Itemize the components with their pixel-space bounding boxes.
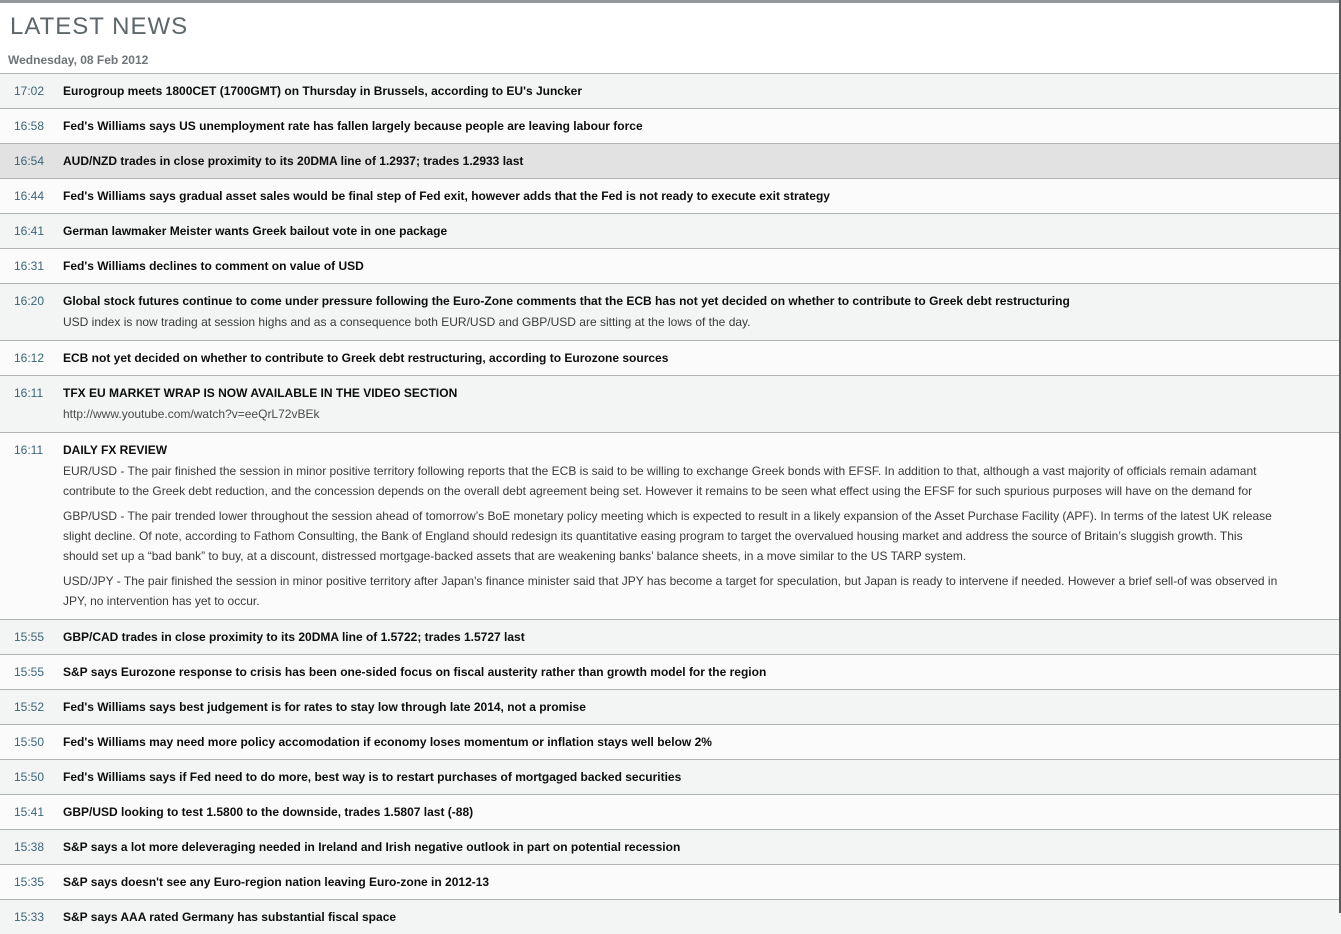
news-headline: Eurogroup meets 1800CET (1700GMT) on Thursday in Brussels, according to EU's Juncker xyxy=(63,84,582,98)
news-content xyxy=(63,910,1341,924)
news-detail-line: EUR/USD - The pair finished the session in minor positive territory following reports that the ECB is said to be willing to exchange Greek bonds with EFSF. In addition to that, although a vast majority of officials remain adamant xyxy=(63,464,1257,478)
news-detail-line: GBP/USD - The pair trended lower throughout the session ahead of tomorrow’s BoE monetary policy meeting which is expected to result in a likely expansion of the Asset Purchase Facility (APF). In terms of the latest UK release xyxy=(63,509,1272,523)
news-content xyxy=(63,84,1341,98)
news-row[interactable] xyxy=(0,73,1341,108)
news-content xyxy=(63,224,1341,238)
news-row[interactable] xyxy=(0,829,1341,864)
news-timestamp: 16:11 xyxy=(14,443,44,457)
news-headline: Fed's Williams says best judgement is for rates to stay low through late 2014, not a promise xyxy=(63,700,586,714)
news-headline: S&P says Eurozone response to crisis has been one-sided focus on fiscal austerity rather than growth model for the region xyxy=(63,665,767,679)
news-timestamp: 17:02 xyxy=(14,84,45,98)
news-row[interactable] xyxy=(0,143,1341,178)
news-row[interactable] xyxy=(0,340,1341,375)
news-detail-line: USD/JPY - The pair finished the session in minor positive territory after Japan's finance minister said that JPY has become a target for speculation, but Japan is ready to intervene if needed. However a brief sell-of was observed in xyxy=(63,574,1278,588)
news-timestamp: 16:31 xyxy=(14,259,45,273)
news-content xyxy=(63,770,1341,784)
news-headline: GBP/CAD trades in close proximity to its 20DMA line of 1.5722; trades 1.5727 last xyxy=(63,630,525,644)
news-headline: Fed's Williams says US unemployment rate has fallen largely because people are leaving labour force xyxy=(63,119,643,133)
news-content xyxy=(63,805,1341,819)
news-content xyxy=(63,630,1341,644)
news-timestamp: 15:33 xyxy=(14,910,45,924)
news-headline: S&P says a lot more deleveraging needed in Ireland and Irish negative outlook in part on potential recession xyxy=(63,840,681,854)
news-row[interactable] xyxy=(0,108,1341,143)
news-timestamp: 15:50 xyxy=(14,770,45,784)
news-timestamp: 15:35 xyxy=(14,875,45,889)
news-row[interactable] xyxy=(0,178,1341,213)
news-timestamp: 15:55 xyxy=(14,630,45,644)
news-content xyxy=(63,259,1341,273)
news-timestamp: 16:41 xyxy=(14,224,45,238)
news-timestamp: 16:20 xyxy=(14,294,45,308)
news-headline: GBP/USD looking to test 1.5800 to the downside, trades 1.5807 last (-88) xyxy=(63,805,474,819)
news-timestamp: 16:12 xyxy=(14,351,45,365)
news-detail-paragraph xyxy=(63,506,1341,566)
news-headline: German lawmaker Meister wants Greek bailout vote in one package xyxy=(63,224,448,238)
news-content xyxy=(63,154,1341,168)
news-headline: ECB not yet decided on whether to contribute to Greek debt restructuring, according to Eurozone sources xyxy=(63,351,669,365)
news-row[interactable] xyxy=(0,248,1341,283)
news-timestamp: 15:55 xyxy=(14,665,45,679)
news-timestamp: 16:54 xyxy=(14,154,45,168)
news-row[interactable] xyxy=(0,794,1341,829)
news-headline: Fed's Williams may need more policy accomodation if economy loses momentum or inflation stays well below 2% xyxy=(63,735,712,749)
news-timestamp: 16:58 xyxy=(14,119,45,133)
news-headline: Global stock futures continue to come under pressure following the Euro-Zone comments that the ECB has not yet decided on whether to contribute to Greek debt restructuring xyxy=(63,294,1070,308)
news-content xyxy=(63,443,1341,611)
news-content xyxy=(63,840,1341,854)
news-timestamp: 16:44 xyxy=(14,189,45,203)
news-headline: Fed's Williams says if Fed need to do more, best way is to restart purchases of mortgaged backed securities xyxy=(63,770,682,784)
news-content xyxy=(63,119,1341,133)
date-header: Wednesday, 08 Feb 2012 xyxy=(8,53,149,67)
news-row[interactable] xyxy=(0,759,1341,794)
news-content xyxy=(63,386,1341,424)
news-headline: S&P says doesn't see any Euro-region nation leaving Euro-zone in 2012-13 xyxy=(63,875,490,889)
news-content xyxy=(63,351,1341,365)
news-row[interactable] xyxy=(0,619,1341,654)
news-content xyxy=(63,294,1341,332)
news-row[interactable] xyxy=(0,375,1341,432)
news-row[interactable] xyxy=(0,432,1341,619)
news-headline: S&P says AAA rated Germany has substantial fiscal space xyxy=(63,910,397,924)
news-row[interactable] xyxy=(0,654,1341,689)
news-content xyxy=(63,735,1341,749)
news-timestamp: 15:41 xyxy=(14,805,45,819)
news-detail-paragraph xyxy=(63,312,1341,332)
news-detail-paragraph xyxy=(63,571,1341,611)
news-content xyxy=(63,665,1341,679)
news-detail-line: should set up a “bad bank” to buy, at a discount, distressed mortgage-backed assets that are weakening banks’ balance sheets, in a move similar to the US TARP system. xyxy=(63,549,967,563)
news-headline: Fed's Williams says gradual asset sales would be final step of Fed exit, however adds that the Fed is not ready to execute exit strategy xyxy=(63,189,830,203)
news-timestamp: 15:38 xyxy=(14,840,45,854)
news-row[interactable] xyxy=(0,864,1341,899)
video-url-link[interactable]: http://www.youtube.com/watch?v=eeQrL72vBEk xyxy=(63,407,320,421)
news-content xyxy=(63,700,1341,714)
news-content xyxy=(63,875,1341,889)
news-feed xyxy=(0,73,1341,934)
page-title: LATEST NEWS xyxy=(10,13,189,40)
news-row[interactable] xyxy=(0,899,1341,934)
news-row[interactable] xyxy=(0,724,1341,759)
news-row[interactable] xyxy=(0,283,1341,340)
news-detail-line: contribute to the Greek debt reduction, and the concession depends on the overall debt agreement being set. However it remains to be seen what effect using the EFSF for such spurious purposes will have on the demand for xyxy=(63,484,1253,498)
news-detail-line: USD index is now trading at session highs and as a consequence both EUR/USD and GBP/USD are sitting at the lows of the day. xyxy=(63,315,751,329)
news-timestamp: 16:11 xyxy=(14,386,44,400)
news-headline: TFX EU MARKET WRAP IS NOW AVAILABLE IN THE VIDEO SECTION xyxy=(63,386,458,400)
news-detail-line: slight decline. Of note, according to Fathom Consulting, the Bank of England should redesign its quantitative easing program to target the overvalued housing market and address the source of Britain’s sluggish growth. This xyxy=(63,529,1243,543)
news-row[interactable] xyxy=(0,689,1341,724)
news-detail-paragraph xyxy=(63,461,1341,501)
news-headline: AUD/NZD trades in close proximity to its 20DMA line of 1.2937; trades 1.2933 last xyxy=(63,154,524,168)
news-headline: DAILY FX REVIEW xyxy=(63,443,168,457)
news-timestamp: 15:52 xyxy=(14,700,45,714)
news-detail-line: JPY, no intervention has yet to occur. xyxy=(63,594,260,608)
news-headline: Fed's Williams declines to comment on value of USD xyxy=(63,259,364,273)
news-row[interactable] xyxy=(0,213,1341,248)
news-timestamp: 15:50 xyxy=(14,735,45,749)
news-content xyxy=(63,189,1341,203)
